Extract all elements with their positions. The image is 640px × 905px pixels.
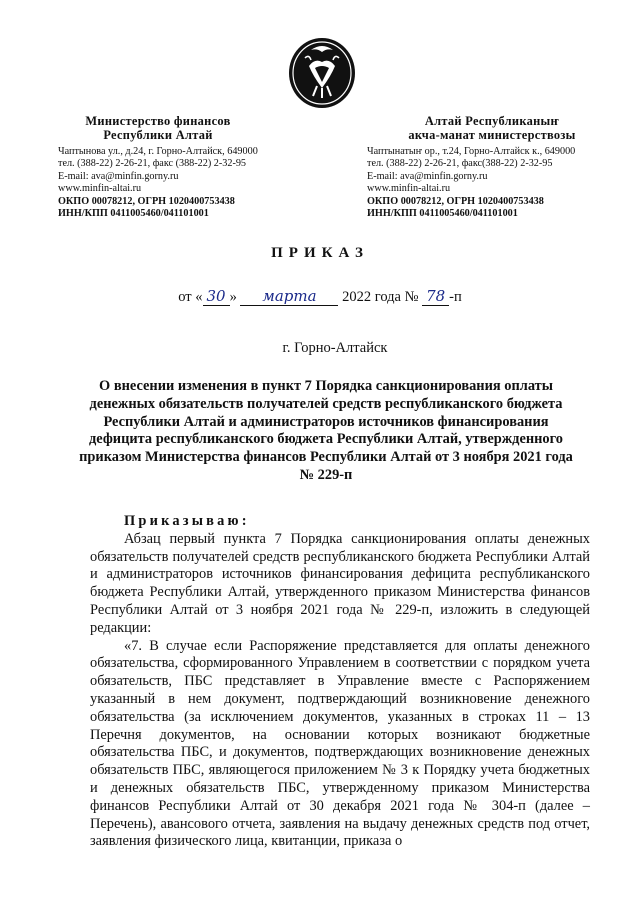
paragraph-1: Абзац первый пункта 7 Порядка санкционирования оплаты денежных обязательств получателей средств республиканского бюджета Республики Алтай и администраторов источников финансирования дефицита республиканского бюджета Республики Алтай, утвержденного приказом Министерства финансов Республики Алтай от 3 ноября 2021 года № 229-п, изложить в следующей редакции: [90,530,590,636]
handwritten-number: 78 [422,287,449,306]
okpo: ОКПО 00078212, ОГРН 1020400753438 [367,195,544,207]
document-title: ПРИКАЗ [271,245,369,261]
website: www.minfin-altai.ru [58,183,142,195]
document-subject: О внесении изменения в пункт 7 Порядка санкционирования оплаты денежных обязательств получателей средств республиканского бюджета Республики Алтай и администраторов источников финансирования дефицита республиканского бюджета Республики Алтай, утвержденного приказом Министерства финансов Республики Алтай от 3 ноября 2021 года № 229-п [79,378,573,483]
order-word: Приказываю: [124,513,250,529]
order-date-number [0,287,640,306]
year-text: 2022 года № [342,289,419,305]
inn: ИНН/КПП 0411005460/041101001 [367,208,518,220]
date-separator: » [229,289,237,305]
address: Чаптынова ул., д.24, г. Горно-Алтайск, 649000 [58,146,258,157]
org-name-line2: акча-манат министерствозы [408,128,576,142]
org-name-alt [367,114,627,142]
header-right-block [367,114,627,220]
phone: тел. (388-22) 2-26-21, факс (388-22) 2-32-95 [58,158,247,170]
date-prefix: от « [178,289,203,305]
handwritten-month: марта [240,287,338,306]
paragraph-2: «7. В случае если Распоряжение представляется для оплаты денежного обязательства, сформированного Управлением в соответствии с порядком учета обязательств, ПБС представляет в Управление вместе с Распоряжением указанный в нем документ, подтверждающий возникновение денежного обязательства (за исключением документов, указанных в строках 11 – 13 Перечня документов, на основании которых возникают бюджетные обязательства ПБС, и документов, подтверждающих возникновение денежных обязательств ПБС, являющегося приложением № 3 к Порядку учета бюджетных и денежных обязательств ПБС, утвержденному приказом Министерства финансов Республики Алтай от 30 декабря 2021 года № 304-п (далее – Перечень), авансового отчета, заявления на выдачу денежных средств под отчет, заявления физического лица, квитанции, приказа о [90,637,590,850]
city: г. Горно-Алтайск [282,340,388,356]
coat-of-arms-emblem-icon [287,36,357,110]
org-name-line1: Министерство финансов [85,114,231,128]
org-name-ru [58,114,308,142]
website: www.minfin-altai.ru [367,183,451,195]
header-left-block [58,114,308,220]
email: E-mail: ava@minfin.gorny.ru [367,170,488,182]
org-name-line1: Алтай Республиканыҥ [424,114,560,128]
email: E-mail: ava@minfin.gorny.ru [58,170,179,182]
phone: тел. (388-22) 2-26-21, факс(388-22) 2-32-95 [367,158,553,170]
address: Чаптынатыҥ ор., т.24, Горно-Алтайск к., 649000 [367,146,576,157]
okpo: ОКПО 00078212, ОГРН 1020400753438 [58,195,235,207]
inn: ИНН/КПП 0411005460/041101001 [58,208,209,220]
number-suffix: -п [449,289,462,305]
document-body [90,513,590,851]
org-name-line2: Республики Алтай [103,128,213,142]
handwritten-day: 30 [203,287,230,306]
